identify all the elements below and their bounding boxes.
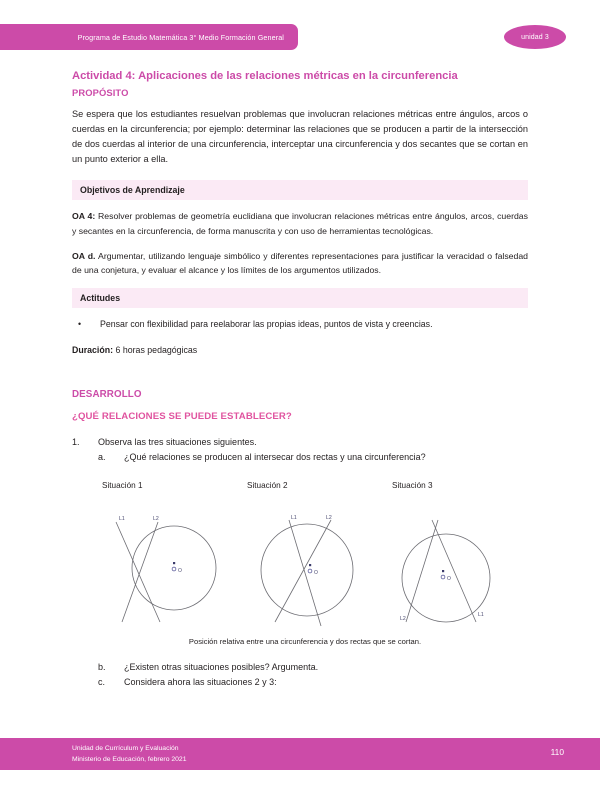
actitudes-band-heading: Actitudes [72,288,528,308]
footer-line-1: Unidad de Currículum y Evaluación [72,745,179,752]
list-item-text: ¿Existen otras situaciones posibles? Argumenta. [124,661,319,672]
figure-title: Situación 1 [102,480,143,490]
figures-row [72,481,528,633]
objetivo-item [72,249,528,277]
bullet-icon: • [78,318,82,329]
figure-line2-label: L2 [400,615,406,622]
page-title: Actividad 4: Aplicaciones de las relaciones métricas en la circunferencia [72,70,458,82]
unit-badge-label: unidad 3 [521,33,549,41]
duracion-value: 6 horas pedagógicas [113,344,198,355]
header-banner [0,24,298,50]
figure-line2-label: L2 [153,515,159,522]
list-item [72,675,528,689]
list-item-number: 1. [72,436,80,447]
objetivo-code: OA d. [72,250,96,261]
footer-line-2: Ministerio de Educación, febrero 2021 [72,755,187,763]
figure-line1-label: L1 [119,515,125,522]
list-item-text: Considera ahora las situaciones 2 y 3: [124,677,277,688]
figure-title: Situación 2 [247,480,288,490]
proposito-text: Se espera que los estudiantes resuelvan problemas que involucran relaciones métricas entre ángulos, arcos o cuerdas en la circunferencia; por ejemplo: determinar las relaciones que se producen a partir de la intersección de dos cuerdas al interior de una circunferencia, interceptar una circunferencia y dos secantes que se cortan en un punto exterior a ella. [72,108,528,164]
objetivos-band-heading: Objetivos de Aprendizaje [72,180,528,200]
list-item [72,450,528,464]
actitud-text: Pensar con flexibilidad para reelaborar las propias ideas, puntos de vista y creencias. [100,318,433,329]
figure-line1-label: L1 [478,611,484,618]
document-content [72,68,528,690]
desarrollo-question-heading: ¿QUÉ RELACIONES SE PUEDE ESTABLECER? [72,410,292,422]
figure-title: Situación 3 [392,480,433,490]
list-item-letter: b. [98,661,106,672]
objetivo-code: OA 4: [72,211,96,222]
diagram-situacion-1 [100,498,228,633]
list-item [72,435,528,449]
page-number: 110 [550,747,564,757]
figure-note: Posición relativa entre una circunferencia y dos rectas que se cortan. [188,636,422,646]
unit-badge [504,25,566,49]
figure-line1-label: L1 [291,514,297,521]
figure-center-label: O [447,575,451,582]
figure-line2-label: L2 [326,514,332,521]
duracion-line [72,343,528,357]
desarrollo-heading: DESARROLLO [72,388,142,400]
header-banner-text: Programa de Estudio Matemática 3° Medio Formación General [77,32,284,42]
diagram-situacion-3 [390,498,518,633]
figure-situacion-3 [390,481,518,633]
proposito-heading: PROPÓSITO [72,86,129,98]
diagram-situacion-2 [245,498,373,633]
objetivo-text: Resolver problemas de geometría euclidiana que involucran relaciones métricas entre ángulos, arcos, cuerdas y secantes en la circunferencia, de forma manuscrita y con uso de herramientas tecnológicas. [72,211,528,236]
objetivo-text: Argumentar, utilizando lenguaje simbólico y diferentes representaciones para justificar la veracidad o falsedad de una conjetura, y evaluar el alcance y los límites de los argumentos utilizados. [72,250,529,275]
figure-situacion-2 [245,481,373,633]
list-item [72,317,528,331]
figure-center-label: O [178,567,182,574]
objetivo-item [72,209,528,237]
figure-center-label: O [314,569,318,576]
list-item-letter: a. [98,452,106,463]
duracion-label: Duración: [72,344,114,355]
list-item [72,660,528,674]
list-item-text: Observa las tres situaciones siguientes. [98,436,257,447]
footer-organization [72,744,186,765]
figure-situacion-1 [100,481,228,633]
list-item-text: ¿Qué relaciones se producen al intersecar dos rectas y una circunferencia? [124,452,426,463]
list-item-letter: c. [98,677,106,688]
